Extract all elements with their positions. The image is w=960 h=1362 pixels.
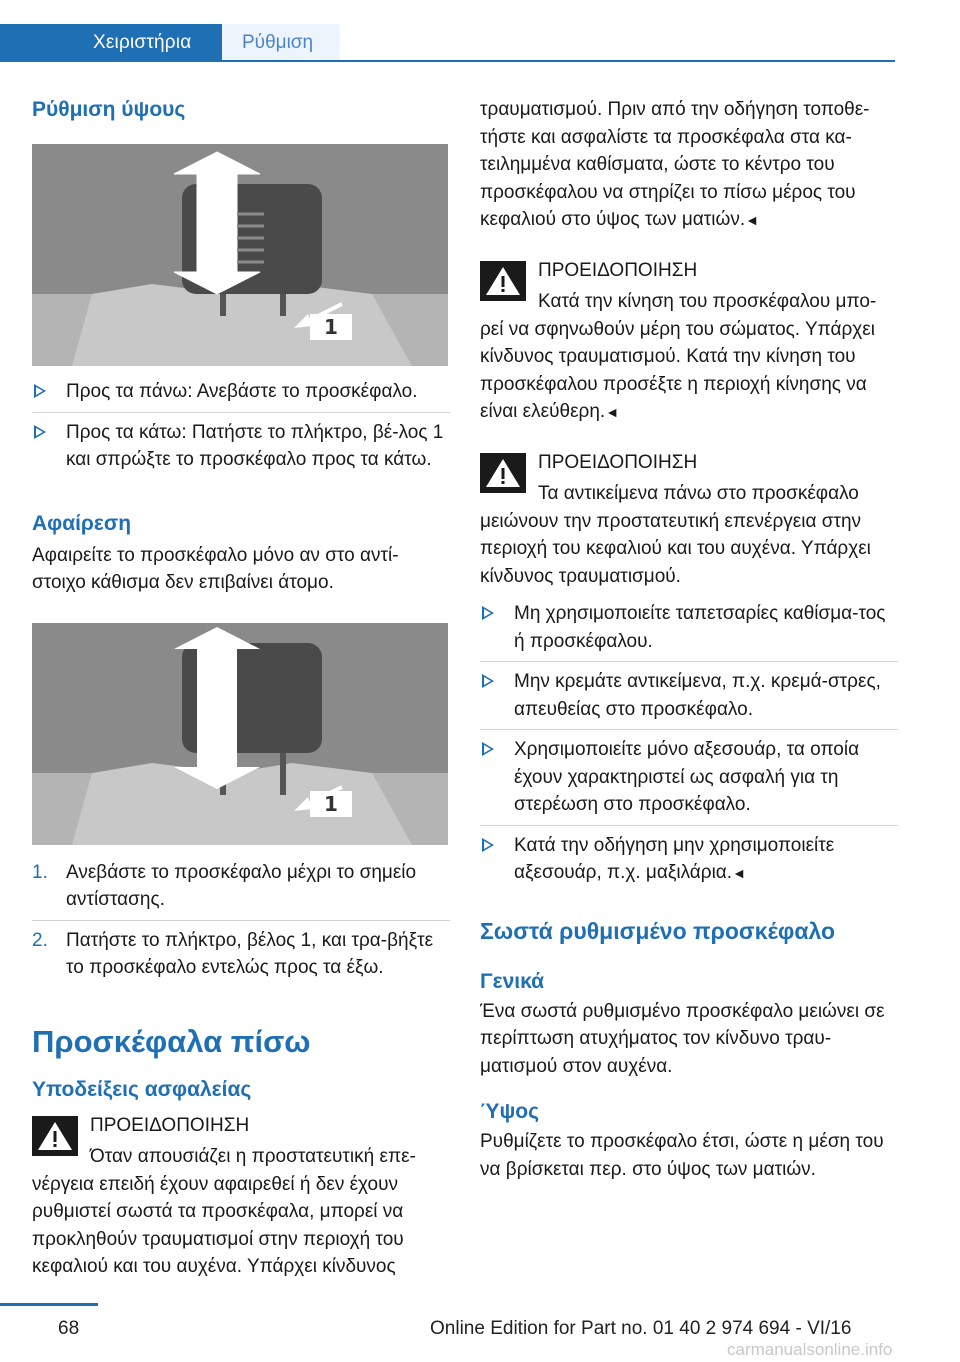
edition-note: Online Edition for Part no. 01 40 2 974 694 - VI/16 (430, 1318, 852, 1339)
headrest-removal-illustration (32, 623, 448, 845)
removal-steps (32, 853, 450, 988)
list-item: Χρησιμοποιείτε μόνο αξεσουάρ, τα οποία έχουν χαρακτηριστεί ως ασφαλή για τη στερέωση στο προσκέφαλο. (480, 730, 898, 826)
arrow-1-label: 1 (324, 315, 338, 339)
chapter-title: Προσκέφαλα πίσω (32, 1023, 311, 1059)
warning-icon (480, 453, 526, 493)
page-header (0, 0, 960, 62)
warning-text: Κατά την κίνηση του προσκέφαλου μπο-ρεί να σφηνωθούν μέρη του σώματος. Υπάρχει κίνδυνος τραυματισμού. Κατά την κίνηση του προσκέφαλου προσέξτε η περιοχή κίνησης να είναι ελεύθερη.◄ (480, 291, 877, 422)
headrest-height-illustration (32, 144, 448, 366)
warning-label: ΠΡΟΕΙΔΟΠΟΙΗΣΗ (90, 1114, 250, 1136)
safety-notes-title: Υποδείξεις ασφαλείας (32, 1077, 252, 1101)
tab-adjustment[interactable]: Ρύθμιση (222, 24, 340, 62)
section-height-title: Ρύθμιση ύψους (32, 98, 186, 121)
left-column (32, 96, 450, 1281)
bullet-triangle-icon (482, 674, 494, 688)
height-bullet-list (32, 372, 450, 480)
bullet-triangle-icon (482, 838, 494, 852)
warning-text: Τα αντικείμενα πάνω στο προσκέφαλο μειώνουν την προστατευτική επενέργεια στην περιοχή του κεφαλιού και του αυχένα. Υπάρχει κίνδυνος τραυματισμού. (480, 483, 871, 587)
watermark: carmanualsonline.info (727, 1340, 893, 1359)
tab-controls[interactable]: Χειριστήρια (0, 24, 222, 62)
bullet-triangle-icon (34, 425, 46, 439)
bullet-triangle-icon (482, 606, 494, 620)
list-item: 1. Ανεβάστε το προσκέφαλο μέχρι το σημείο αντίστασης. (32, 853, 450, 921)
removal-text: Αφαιρείτε το προσκέφαλο μόνο αν στο αντί-στοιχο κάθισμα δεν επιβαίνει άτομο. (32, 544, 399, 593)
footer-rule (0, 1303, 98, 1306)
list-item: 2. Πατήστε το πλήκτρο, βέλος 1, και τρα-βήξτε το προσκέφαλο εντελώς προς τα έξω. (32, 929, 434, 978)
warning-text: Όταν απουσιάζει η προστατευτική επε-νέργεια επειδή έχουν αφαιρεθεί ή δεν έχουν ρυθμιστεί σωστά τα προσκέφαλα, μπορεί να προκληθούν τραυματισμοί στην περιοχή του κεφαλιού και του αυχένα. Υπάρχει κίνδυνος (32, 1146, 416, 1277)
warning-icon (480, 261, 526, 301)
arrow-1-label: 1 (324, 791, 338, 816)
end-mark: ◄ (745, 212, 759, 228)
list-item: Προς τα πάνω: Ανεβάστε το προσκέφαλο. (32, 372, 450, 413)
right-column (480, 96, 898, 1183)
list-item: Κατά την οδήγηση μην χρησιμοποιείτε αξεσουάρ, π.χ. μαξιλάρια.◄ (480, 826, 898, 894)
header-rule (0, 60, 895, 62)
section-correct-headrest-title: Σωστά ρυθμισμένο προσκέφαλο (480, 917, 836, 944)
bullet-triangle-icon (482, 742, 494, 756)
warning-bullet-list (480, 594, 898, 894)
warning-block (480, 449, 898, 591)
section-removal-title: Αφαίρεση (32, 511, 132, 535)
list-item: Μη χρησιμοποιείτε ταπετσαρίες καθίσμα-τος ή προσκέφαλου. (480, 594, 898, 662)
warning-label: ΠΡΟΕΙΔΟΠΟΙΗΣΗ (538, 451, 698, 473)
page-number: 68 (58, 1318, 80, 1339)
height-text: Ρυθμίζετε το προσκέφαλο έτσι, ώστε η μέση του να βρίσκεται περ. στο ύψος των ματιών. (480, 1131, 884, 1180)
general-title: Γενικά (480, 969, 545, 993)
warning-icon (32, 1116, 78, 1156)
list-item: Προς τα κάτω: Πατήστε το πλήκτρο, βέ-λος 1 και σπρώξτε το προσκέφαλο προς τα κάτω. (32, 413, 450, 480)
warning-block (480, 257, 898, 427)
warning-block (32, 1112, 450, 1281)
warning-label: ΠΡΟΕΙΔΟΠΟΙΗΣΗ (538, 259, 698, 281)
bullet-triangle-icon (34, 384, 46, 398)
height-title: Ύψος (480, 1100, 540, 1123)
continued-text: τραυματισμού. Πριν από την οδήγηση τοποθε-τήστε και ασφαλίστε τα προσκέφαλα στα κα-τειλημμένα καθίσματα, ώστε το κέντρο του προσκέφαλου να στηρίζει το πίσω μέρος του κεφαλιού στο ύψος των ματιών.◄ (480, 99, 870, 230)
list-item: Μην κρεμάτε αντικείμενα, π.χ. κρεμά-στρες, απευθείας στο προσκέφαλο. (480, 662, 898, 730)
general-text: Ένα σωστά ρυθμισμένο προσκέφαλο μειώνει σε περίπτωση ατυχήματος τον κίνδυνο τραυ-ματισμού στον αυχένα. (480, 1000, 885, 1077)
